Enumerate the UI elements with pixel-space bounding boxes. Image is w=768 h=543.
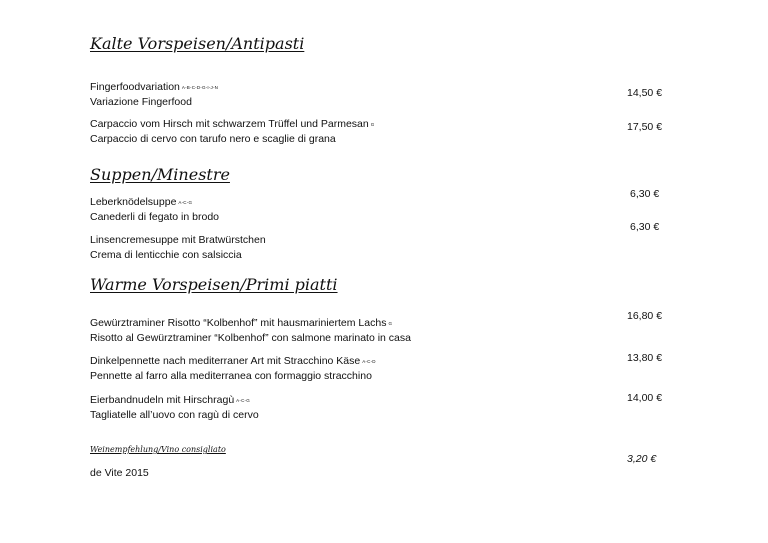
item-price: 17,50 € bbox=[627, 121, 663, 133]
menu-item-linsensuppe bbox=[90, 233, 266, 263]
menu-item-pennette bbox=[90, 354, 376, 384]
item-price: 6,30 € bbox=[630, 188, 660, 200]
allergen-codes: A-C-G bbox=[236, 398, 250, 403]
item-name-de: Carpaccio vom Hirsch mit schwarzem Trüffel und Parmesan bbox=[90, 118, 369, 130]
menu-item-carpaccio bbox=[90, 117, 374, 147]
menu-item-tagliatelle bbox=[90, 393, 259, 423]
item-price: 6,30 € bbox=[630, 221, 660, 233]
allergen-codes: G bbox=[370, 122, 375, 127]
wine-name: de Vite 2015 bbox=[90, 467, 149, 479]
menu-item-risotto bbox=[90, 316, 411, 346]
item-name-de: Gewürztraminer Risotto “Kolbenhof” mit hausmariniertem Lachs bbox=[90, 317, 387, 329]
item-name-de: Dinkelpennette nach mediterraner Art mit Stracchino Käse bbox=[90, 355, 361, 367]
allergen-codes: A-C-D bbox=[362, 359, 376, 364]
section-title-antipasti: Kalte Vorspeisen/Antipasti bbox=[90, 34, 305, 53]
wine-price: 3,20 € bbox=[627, 453, 657, 465]
item-price: 13,80 € bbox=[627, 352, 663, 364]
item-name-it: Risotto al Gewürztraminer “Kolbenhof” con salmone marinato in casa bbox=[90, 332, 411, 344]
item-name-de: Linsencremesuppe mit Bratwürstchen bbox=[90, 234, 266, 246]
wine-recommendation-label: Weinempfehlung/Vino consigliato bbox=[90, 445, 226, 454]
item-name-de: Fingerfoodvariation bbox=[90, 81, 180, 93]
menu-item-fingerfood bbox=[90, 80, 218, 110]
item-price: 16,80 € bbox=[627, 310, 663, 322]
item-name-de: Leberknödelsuppe bbox=[90, 196, 177, 208]
item-name-it: Canederli di fegato in brodo bbox=[90, 211, 220, 223]
section-title-warm-starters: Warme Vorspeisen/Primi piatti bbox=[90, 275, 338, 294]
allergen-codes: A-B-C-D-G-I-J-N bbox=[181, 85, 219, 90]
allergen-codes: G bbox=[388, 321, 393, 326]
menu-item-leberknoedel bbox=[90, 195, 219, 225]
item-name-it: Variazione Fingerfood bbox=[90, 96, 192, 108]
item-name-it: Crema di lenticchie con salsiccia bbox=[90, 249, 242, 261]
section-title-soups: Suppen/Minestre bbox=[90, 165, 230, 184]
allergen-codes: A-C-G bbox=[178, 200, 193, 205]
item-name-de: Eierbandnudeln mit Hirschragù bbox=[90, 394, 235, 406]
item-name-it: Carpaccio di cervo con tarufo nero e scaglie di grana bbox=[90, 133, 336, 145]
item-price: 14,00 € bbox=[627, 392, 663, 404]
item-name-it: Tagliatelle all’uovo con ragù di cervo bbox=[90, 409, 259, 421]
item-price: 14,50 € bbox=[627, 87, 663, 99]
item-name-it: Pennette al farro alla mediterranea con formaggio stracchino bbox=[90, 370, 372, 382]
